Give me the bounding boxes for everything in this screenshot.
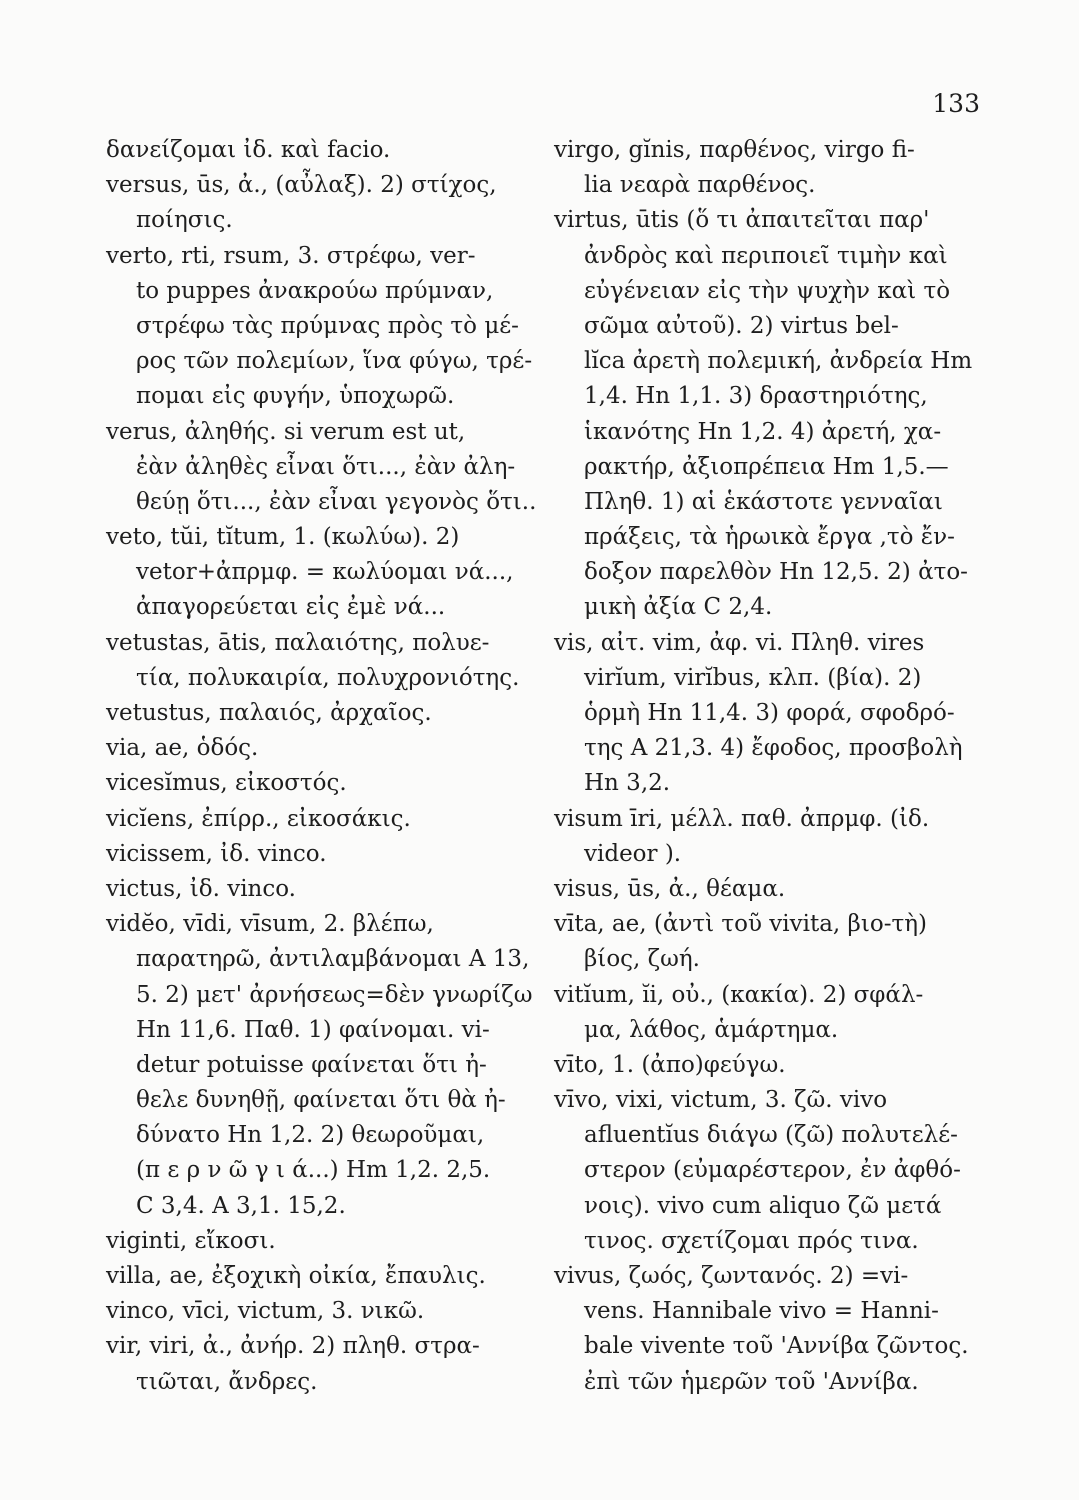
entry-continuation-line: 5. 2) μετ' ἀρνήσεως=δὲν γνωρίζω bbox=[136, 981, 533, 1008]
entry-continuation-line: ἀνδρὸς καὶ περιποιεῖ τιμὴν καὶ bbox=[584, 242, 948, 269]
entry-continuation-line: videor ). bbox=[584, 840, 682, 867]
entry-continuation-line: εὐγένειαν εἰς τὴν ψυχὴν καὶ τὸ bbox=[584, 277, 951, 304]
entry-continuation-line: στερον (εὐμαρέστερον, ἐν ἀφθό- bbox=[584, 1157, 961, 1184]
entry-continuation-line: τιῶται, ἄνδρες. bbox=[136, 1368, 318, 1395]
entry-continuation-line: σῶμα αὐτοῦ). 2) virtus bel- bbox=[584, 312, 899, 339]
entry-continuation-line: vens. Hannibale vivo = Hanni- bbox=[584, 1298, 939, 1325]
entry-headword-line: virtus, ūtis (ὅ τι ἀπαιτεῖται παρ' bbox=[554, 207, 930, 234]
entry-headword-line: visum īri, μέλλ. παθ. ἀπρμφ. (ἰδ. bbox=[554, 805, 930, 832]
entry-headword-line: vīta, ae, (ἀντὶ τοῦ vivita, βιο-τὴ) bbox=[554, 911, 927, 938]
entry-continuation-line: 1,4. Hn 1,1. 3) δραστηριότης, bbox=[584, 383, 928, 410]
entry-headword-line: versus, ūs, ἀ., (αὖλαξ). 2) στίχος, bbox=[106, 172, 497, 199]
left-column bbox=[106, 133, 546, 1400]
entry-headword-line: veto, tŭi, tĭtum, 1. (κωλύω). 2) bbox=[106, 524, 460, 551]
page-number: 133 bbox=[932, 89, 980, 118]
entry-continuation-line: virĭum, virĭbus, κλπ. (βία). 2) bbox=[584, 664, 922, 691]
entry-continuation-line: Hn 11,6. Παθ. 1) φαίνομαι. vi- bbox=[136, 1016, 490, 1043]
entry-continuation-line: νοις). vivo cum aliquo ζῶ μετά bbox=[584, 1192, 942, 1219]
entry-continuation-line: θεύῃ ὅτι..., ἐὰν εἶναι γεγονὸς ὅτι.. bbox=[136, 488, 537, 515]
entry-continuation-line: Πληθ. 1) αἱ ἑκάστοτε γενναῖαι bbox=[584, 488, 943, 515]
entry-headword-line: vicissem, ἰδ. vinco. bbox=[106, 840, 327, 867]
entry-continuation-line: detur potuisse φαίνεται ὅτι ἠ- bbox=[136, 1051, 487, 1078]
entry-continuation-line: βίος, ζωή. bbox=[584, 946, 700, 973]
entry-headword-line: verto, rti, rsum, 3. στρέφω, ver- bbox=[106, 242, 476, 269]
entry-headword-line: victus, ἰδ. vinco. bbox=[106, 875, 296, 902]
entry-continuation-line: της A 21,3. 4) ἔφοδος, προσβολὴ bbox=[584, 735, 963, 762]
entry-headword-line: visus, ūs, ἀ., θέαμα. bbox=[554, 875, 786, 902]
entry-continuation-line: (π ε ρ ν ῶ γ ι ά...) Hm 1,2. 2,5. bbox=[136, 1157, 491, 1184]
entry-continuation-line: ὁρμὴ Hn 11,4. 3) φορά, σφοδρό- bbox=[584, 700, 955, 726]
entry-headword-line: vir, viri, ἀ., ἀνήρ. 2) πληθ. στρα- bbox=[106, 1333, 480, 1360]
entry-headword-line: vīto, 1. (ἀπο)φεύγω. bbox=[554, 1051, 786, 1078]
entry-headword-line: vetustus, παλαιός, ἀρχαῖος. bbox=[106, 700, 432, 726]
entry-continuation-line: πράξεις, τὰ ἡρωικὰ ἔργα ,τὸ ἔν- bbox=[584, 524, 955, 551]
entry-headword-line: viginti, εἴκοσι. bbox=[106, 1227, 276, 1254]
entry-continuation-line: πομαι εἰς φυγήν, ὑποχωρῶ. bbox=[136, 383, 455, 410]
entry-continuation-line: παρατηρῶ, ἀντιλαμβάνομαι A 13, bbox=[136, 946, 530, 973]
entry-headword-line: vicesĭmus, εἰκοστός. bbox=[106, 770, 347, 797]
entry-headword-line: virgo, gĭnis, παρθένος, virgo fi- bbox=[554, 137, 915, 163]
entry-continuation-line: ρακτήρ, ἀξιοπρέπεια Hm 1,5.— bbox=[584, 453, 949, 480]
entry-continuation-line: ἀπαγορεύεται εἰς ἐμὲ νά... bbox=[136, 594, 446, 621]
entry-continuation-line: μικὴ ἀξία C 2,4. bbox=[584, 594, 773, 621]
entry-headword-line: via, ae, ὁδός. bbox=[106, 735, 259, 762]
entry-headword-line: vis, αἰτ. vim, ἀφ. vi. Πληθ. vires bbox=[554, 629, 925, 656]
entry-headword-line: vicĭens, ἐπίρρ., εἰκοσάκις. bbox=[106, 805, 411, 832]
entry-continuation-line: lĭca ἀρετὴ πολεμική, ἀνδρεία Hm bbox=[584, 348, 973, 375]
entry-continuation-line: ἐὰν ἀληθὲς εἶναι ὅτι..., ἐὰν ἀλη- bbox=[136, 453, 516, 480]
entry-continuation-line: δοξον παρελθὸν Hn 12,5. 2) ἀτο- bbox=[584, 559, 968, 586]
entry-continuation-line: ἱκανότης Hn 1,2. 4) ἀρετή, χα- bbox=[584, 418, 942, 445]
entry-continuation-line: afluentĭus διάγω (ζῶ) πολυτελέ- bbox=[584, 1122, 958, 1149]
entry-continuation-line: μα, λάθος, ἁμάρτημα. bbox=[584, 1016, 839, 1043]
entry-continuation-line: ποίησις. bbox=[136, 207, 233, 234]
entry-continuation-line: vetor+ἀπρμφ. = κωλύομαι νά..., bbox=[136, 559, 514, 586]
entry-continuation-line: bale vivente τοῦ 'Αννίβα ζῶντος. bbox=[584, 1333, 969, 1360]
entry-continuation-line: θελε δυνηθῇ, φαίνεται ὅτι θὰ ἠ- bbox=[136, 1087, 506, 1114]
entry-continuation-line: τία, πολυκαιρία, πολυχρονιότης. bbox=[136, 664, 520, 691]
entry-headword-line: vitĭum, ĭi, οὐ., (κακία). 2) σφάλ- bbox=[554, 981, 924, 1008]
entry-continuation-line: τινος. σχετίζομαι πρός τινα. bbox=[584, 1227, 919, 1254]
entry-headword-line: vetustas, ātis, παλαιότης, πολυε- bbox=[106, 629, 490, 656]
entry-continuation-line: ἐπὶ τῶν ἡμερῶν τοῦ 'Αννίβα. bbox=[584, 1368, 919, 1395]
entry-continuation-line: lia νεαρὰ παρθένος. bbox=[584, 172, 816, 199]
entry-headword-line: vīvo, vixi, victum, 3. ζῶ. vivo bbox=[554, 1087, 888, 1114]
entry-headword-line: vinco, vīci, victum, 3. νικῶ. bbox=[106, 1298, 425, 1325]
entry-continuation-line: δύνατο Hn 1,2. 2) θεωροῦμαι, bbox=[136, 1122, 485, 1149]
right-column bbox=[554, 133, 994, 1400]
entry-continuation-line: Hn 3,2. bbox=[584, 770, 671, 797]
entry-headword-line: vivus, ζωός, ζωντανός. 2) =vi- bbox=[554, 1263, 909, 1289]
entry-continuation-line: C 3,4. A 3,1. 15,2. bbox=[136, 1192, 346, 1219]
entry-headword-line: δανείζομαι ἰδ. καὶ facio. bbox=[106, 137, 391, 163]
entry-headword-line: vidĕo, vīdi, vīsum, 2. βλέπω, bbox=[106, 911, 434, 938]
entry-headword-line: verus, ἀληθής. si verum est ut, bbox=[106, 418, 466, 445]
entry-continuation-line: to puppes ἀνακρούω πρύμναν, bbox=[136, 277, 494, 304]
entry-continuation-line: ρος τῶν πολεμίων, ἵνα φύγω, τρέ- bbox=[136, 348, 533, 375]
entry-continuation-line: στρέφω τὰς πρύμνας πρὸς τὸ μέ- bbox=[136, 312, 519, 339]
entry-headword-line: villa, ae, ἐξοχικὴ οἰκία, ἔπαυλις. bbox=[106, 1263, 486, 1289]
